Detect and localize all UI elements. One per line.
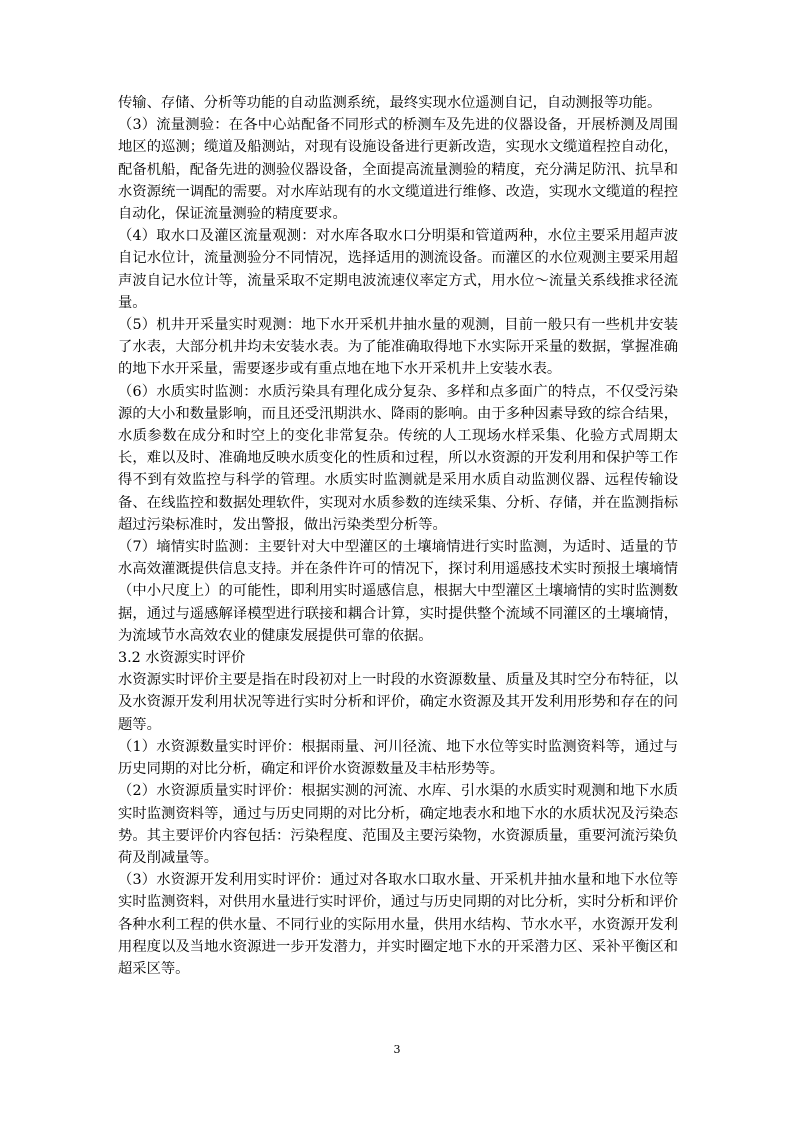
paragraph-monitoring-system-end: 传输、存储、分析等功能的自动监测系统，最终实现水位遥测自记，自动测报等功能。 <box>118 95 662 111</box>
section-heading: 3.2 水资源实时评价 <box>118 650 246 667</box>
document-body <box>118 92 678 980</box>
paragraph-intake-irrigation-flow: （4）取水口及灌区流量观测：对水库各取水口分明渠和管道两种，水位主要采用超声波自记水位计，流量测验分不同情况，选择适用的测流设备。而灌区的水位观测主要采用超声波自记水位计等，流量采取不定期电波流速仪率定方式，用水位～流量关系线推求径流量。 <box>118 228 678 311</box>
paragraph-quantity-evaluation: （1）水资源数量实时评价：根据雨量、河川径流、地下水位等实时监测资料等，通过与历史同期的对比分析，确定和评价水资源数量及丰枯形势等。 <box>118 738 678 778</box>
paragraph-water-quality-monitoring: （6）水质实时监测：水质污染具有理化成分复杂、多样和点多面广的特点，不仅受污染源的大小和数量影响，而且还受汛期洪水、降雨的影响。由于多种因素导致的综合结果，水质参数在成分和时空上的变化非常复杂。传统的人工现场水样采集、化验方式周期太长，难以及时、准确地反映水质变化的性质和过程，所以水资源的开发利用和保护等工作得不到有效监控与科学的管理。水质实时监测就是采用水质自动监测仪器、远程传输设备、在线监控和数据处理软件，实现对水质参数的连续采集、分析、存储，并在监测指标超过污染标准时，发出警报，做出污染类型分析等。 <box>118 383 678 533</box>
paragraph-soil-moisture-monitoring: （7）墒情实时监测：主要针对大中型灌区的土壤墒情进行实时监测，为适时、适量的节水高效灌溉提供信息支持。并在条件许可的情况下，探讨利用遥感技术实时预报土壤墒情（中小尺度上）的可能性，即利用实时遥感信息，根据大中型灌区土壤墒情的实时监测数据，通过与遥感解译模型进行联接和耦合计算，实时提供整个流域不同灌区的土壤墒情，为流域节水高效农业的健康发展提供可靠的依据。 <box>118 539 678 644</box>
paragraph-development-evaluation: （3）水资源开发利用实时评价：通过对各取水口取水量、开采机井抽水量和地下水位等实时监测资料，对供用水量进行实时评价，通过与历史同期的对比分析，实时分析和评价各种水利工程的供水量、不同行业的实际用水量，供用水结构、节水水平，水资源开发利用程度以及当地水资源进一步开发潜力，并实时圈定地下水的开采潜力区、采补平衡区和超采区等。 <box>118 872 678 977</box>
paragraph-realtime-evaluation-intro: 水资源实时评价主要是指在时段初对上一时段的水资源数量、质量及其时空分布特征，以及水资源开发利用状况等进行实时分析和评价，确定水资源及其开发利用形势和存在的问题等。 <box>118 672 678 733</box>
paragraph-quality-evaluation: （2）水资源质量实时评价：根据实测的河流、水库、引水渠的水质实时观测和地下水质实时监测资料等，通过与历史同期的对比分析，确定地表水和地下水的水质状况及污染态势。其主要评价内容包括：污染程度、范围及主要污染物，水资源质量，重要河流污染负荷及削减量等。 <box>118 783 678 866</box>
paragraph-flow-measurement: （3）流量测验：在各中心站配备不同形式的桥测车及先进的仪器设备，开展桥测及周围地区的巡测；缆道及船测站，对现有设施设备进行更新改造，实现水文缆道程控自动化，配备机船，配备先进的测验仪器设备，全面提高流量测验的精度，充分满足防汛、抗旱和水资源统一调配的需要。对水库站现有的水文缆道进行维修、改造，实现水文缆道的程控自动化，保证流量测验的精度要求。 <box>118 117 678 223</box>
paragraph-well-extraction: （5）机井开采量实时观测：地下水开采机井抽水量的观测，目前一般只有一些机井安装了水表，大部分机井均未安装水表。为了能准确取得地下水实际开采量的数据，掌握准确的地下水开采量，需要逐步或有重点地在地下水开采机井上安装水表。 <box>118 317 678 378</box>
page-number: 3 <box>393 1043 401 1056</box>
